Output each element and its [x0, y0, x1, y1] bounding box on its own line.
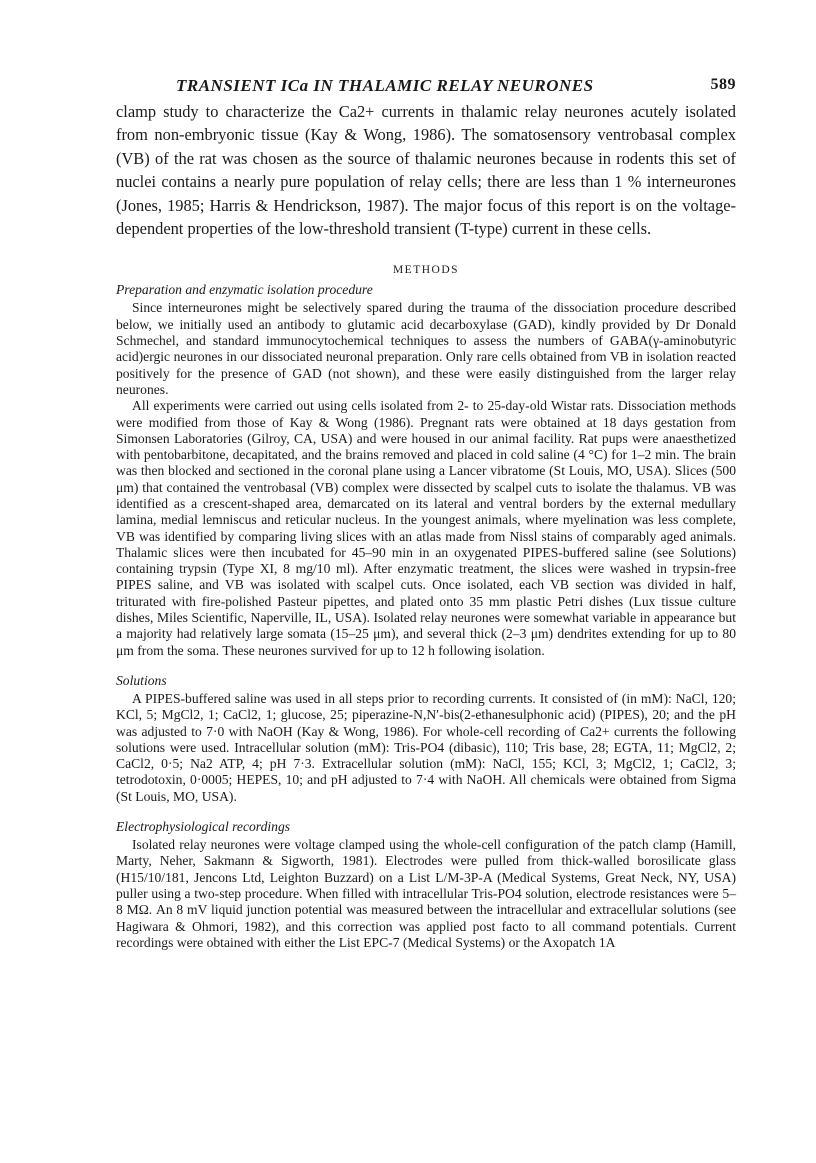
running-head: [116, 70, 736, 96]
journal-page: [116, 70, 736, 951]
paragraph-gad-immunocytochemistry: Since interneurones might be selectively spared during the trauma of the dissociation procedure described below, we initially used an antibody to glutamic acid decarboxylase (GAD), kindly provided by Dr Donald Schmechel, and standard immunocytochemical techniques to assess the numbers of GABA(γ-aminobutyric acid)ergic neurones in our dissociated neuronal preparation. Only rare cells obtained from VB in isolation reacted positively for the presence of GAD (not shown), and these were easily distinguished from the larger relay neurones.: [116, 300, 736, 397]
subheading-solutions: Solutions: [116, 672, 167, 688]
paragraph-dissociation-methods: All experiments were carried out using cells isolated from 2- to 25-day-old Wistar rats. Dissociation methods were modified from those of Kay & Wong (1986). Pregnant rats were obtained at 18 days gestation from Simonsen Laboratories (Gilroy, CA, USA) and were housed in our animal facility. Rat pups were anaesthetized with pentobarbitone, decapitated, and the brains removed and placed in cold saline (4 °C) for 1–2 min. The brain was then blocked and sectioned in the coronal plane using a Lancer vibratome (St Louis, MO, USA). Slices (500 μm) that contained the ventrobasal (VB) complex were dissected by scalpel cuts to isolate the thalamus. VB was identified as a crescent-shaped area, demarcated on its lateral and ventral borders by the external medullary lamina, medial lemniscus and reticular nucleus. In the youngest animals, where myelination was less complete, VB was identified by comparing living slices with an atlas made from Nissl stains of comparably aged animals. Thalamic slices were then incubated for 45–90 min in an oxygenated PIPES-buffered saline (see Solutions) containing trypsin (Type XI, 8 mg/10 ml). After enzymatic treatment, the slices were washed in trypsin-free PIPES saline, and VB was isolated with scalpel cuts. Once isolated, each VB section was divided in half, triturated with fire-polished Pasteur pipettes, and plated onto 35 mm plastic Petri dishes (Lux tissue culture dishes, Miles Scientific, Naperville, IL, USA). Isolated relay neurones were somewhat variable in appearance but a majority had relatively large somata (15–25 μm), and several thick (2–3 μm) dendrites extending for up to 80 μm from the soma. These neurones survived for up to 12 h following isolation.: [116, 398, 736, 658]
subheading-electrophysiology: Electrophysiological recordings: [116, 819, 291, 835]
page-number: 589: [710, 76, 736, 93]
running-title: TRANSIENT ICa IN THALAMIC RELAY NEURONES: [176, 76, 594, 95]
subheading-preparation: Preparation and enzymatic isolation procedure: [116, 282, 373, 298]
paragraph-recordings: Isolated relay neurones were voltage clamped using the whole-cell configuration of the patch clamp (Hamill, Marty, Neher, Sakmann & Sigworth, 1981). Electrodes were pulled from thick-walled borosilicate glass (H15/10/181, Jencons Ltd, Leighton Buzzard) on a List L/M-3P-A (Medical Systems, Great Neck, NY, USA) puller using a two-step procedure. When filled with intracellular Tris-PO4 solution, electrode resistances were 5–8 MΩ. An 8 mV liquid junction potential was measured between the intracellular and extracellular solutions (see Hagiwara & Ohmori, 1982), and this correction was applied post facto to all command potentials. Current recordings were obtained with either the List EPC-7 (Medical Systems) or the Axopatch 1A: [116, 837, 736, 950]
intro-paragraph: clamp study to characterize the Ca2+ currents in thalamic relay neurones acutely isolated from non-embryonic tissue (Kay & Wong, 1986). The somatosensory ventrobasal complex (VB) of the rat was chosen as the source of thalamic neurones because in rodents this set of nuclei contains a nearly pure population of relay cells; there are less than 1 % interneurones (Jones, 1985; Harris & Hendrickson, 1987). The major focus of this report is on the voltage-dependent properties of the low-threshold transient (T-type) current in these cells.: [116, 102, 736, 239]
methods-heading: METHODS: [392, 264, 460, 277]
paragraph-solutions: A PIPES-buffered saline was used in all steps prior to recording currents. It consisted of (in mM): NaCl, 120; KCl, 5; MgCl2, 1; CaCl2, 1; glucose, 25; piperazine-N,N′-bis(2-ethanesulphonic acid) (PIPES), 20; and the pH was adjusted to 7·0 with NaOH (Kay & Wong, 1986). For whole-cell recording of Ca2+ currents the following solutions were used. Intracellular solution (mM): Tris-PO4 (dibasic), 110; Tris base, 28; EGTA, 11; MgCl2, 2; CaCl2, 0·5; Na2 ATP, 4; pH 7·3. Extracellular solution (mM): NaCl, 155; KCl, 3; MgCl2, 1; CaCl2, 3; tetrodotoxin, 0·0005; HEPES, 10; and pH adjusted to 7·4 with NaOH. All chemicals were obtained from Sigma (St Louis, MO, USA).: [116, 690, 736, 804]
